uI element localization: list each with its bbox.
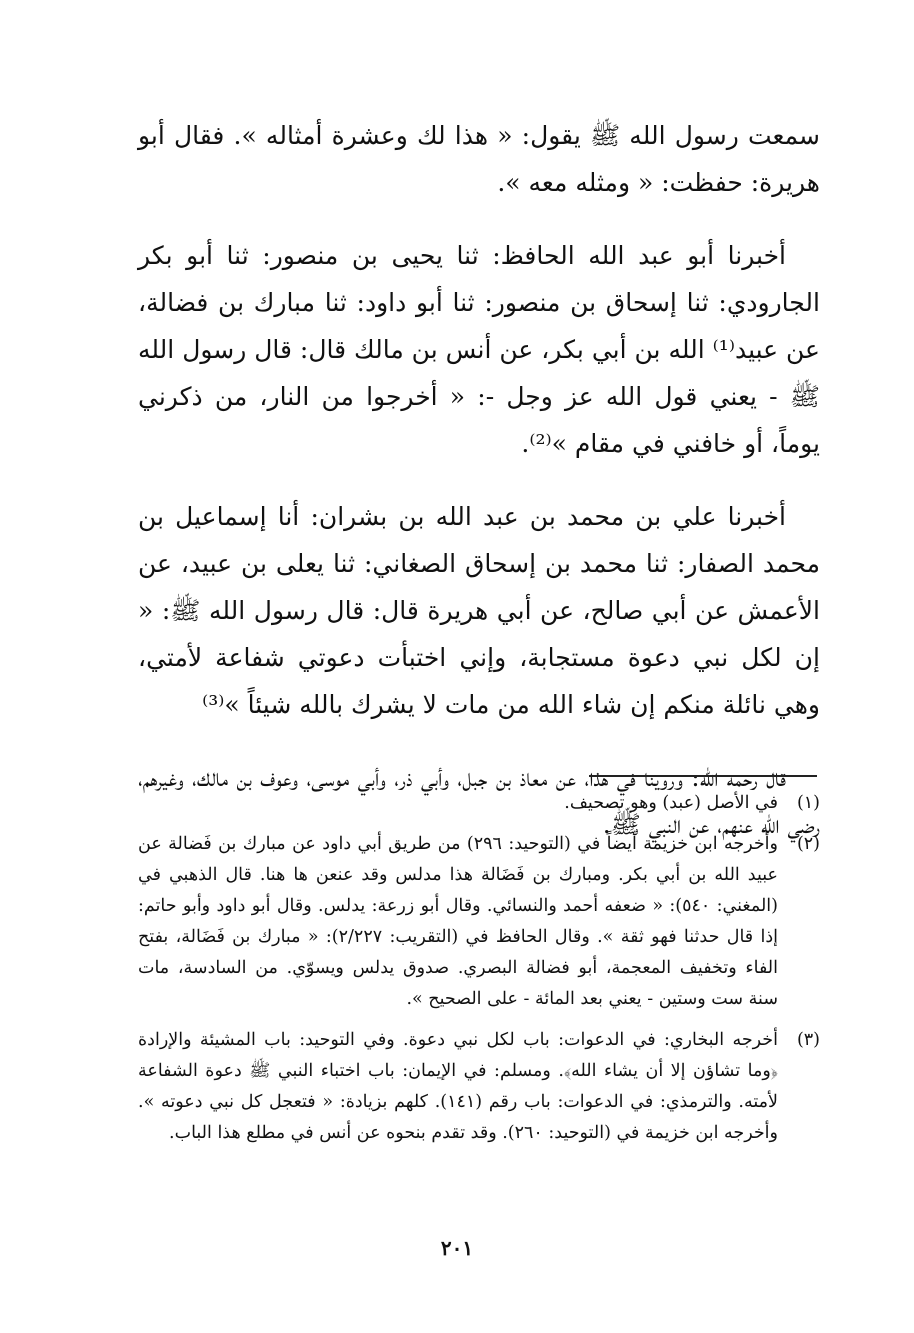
paragraph-2: أخبرنا أبو عبد الله الحافظ: ثنا يحيى بن منصور: ثنا أبو بكر الجارودي: ثنا إسحاق بن منصور: ثنا أبو داود: ثنا مبارك بن فضالة، عن عبيد⁽¹⁾ الله بن أبي بكر، عن أنس بن مالك قال: قال رسول الله ﷺ - يعني قول الله عز وجل -: « أخرجوا من النار، من ذكرني يوماً، أو خافني في مقام »⁽²⁾.	[138, 241, 820, 458]
footnote-number: (١)	[796, 793, 820, 813]
paragraph-3: أخبرنا علي بن محمد بن عبد الله بن بشران: أنا إسماعيل بن محمد الصفار: ثنا محمد بن إسحاق الصغاني: ثنا يعلى بن عبيد، عن الأعمش عن أبي صالح، عن أبي هريرة قال: قال رسول الله ﷺ: « إن لكل نبي دعوة مستجابة، وإني اختبأت دعوتي شفاعة لأمتي، وهي نائلة منكم إن شاء الله من مات لا يشرك بالله شيئاً »⁽³⁾	[138, 502, 820, 719]
footnote-text: أخرجه البخاري: في الدعوات: باب لكل نبي دعوة. وفي التوحيد: باب المشيئة والإرادة ﴿وما تشاؤن إلا أن يشاء الله﴾. ومسلم: في الإيمان: باب اختباء النبي ﷺ دعوة الشفاعة لأمته. والترمذي: في الدعوات: باب رقم (١٤١). كلهم بزيادة: « فتعجل كل نبي دعوته ». وأخرجه ابن خزيمة في (التوحيد: ٢٦٠). وقد تقدم بنحوه عن أنس في مطلع هذا الباب.	[138, 1030, 778, 1143]
footnote-number: (٢)	[796, 834, 820, 854]
page-number: ٢٠١	[440, 1236, 474, 1260]
footnote-3	[138, 1025, 820, 1149]
footnote-1	[138, 788, 820, 819]
footnotes	[138, 788, 820, 1159]
main-text	[138, 112, 820, 874]
paragraph-1: سمعت رسول الله ﷺ يقول: « هذا لك وعشرة أمثاله ». فقال أبو هريرة: حفظت: « ومثله معه ».	[138, 121, 820, 197]
paragraph-4: قال رحمه الله: وروينا في هذا، عن معاذ بن جبل، وأبي ذر، وأبي موسى، وعوف بن مالك، وغيرهم، رضي الله عنهم، عن النبي ﷺ.	[138, 763, 820, 839]
footnote-number: (٣)	[796, 1030, 820, 1050]
footnote-divider	[589, 775, 817, 777]
footnote-text: وأخرجه ابن خزيمة أيضاً في (التوحيد: ٢٩٦) من طريق أبي داود عن مبارك بن فَضالة عن عبيد الله بن أبي بكر. ومبارك بن فَضَالة هذا مدلس وقد عنعن ها هنا. قال الذهبي في (المغني: ٥٤٠): « ضعفه أحمد والنسائي. وقال أبو زرعة: يدلس. وقال أبو داود وأبو حاتم: إذا قال حدثنا فهو ثقة ». وقال الحافظ في (التقريب: ٢/٢٢٧): « مبارك بن فَضَالة، بفتح الفاء وتخفيف المعجمة، أبو فضالة البصري. صدوق يدلس ويسوّي. من السادسة، مات سنة ست وستين - يعني بعد المائة - على الصحيح ».	[138, 834, 778, 1009]
footnote-text: في الأصل (عبد) وهو تصحيف.	[564, 793, 778, 813]
footnote-2	[138, 829, 820, 1015]
